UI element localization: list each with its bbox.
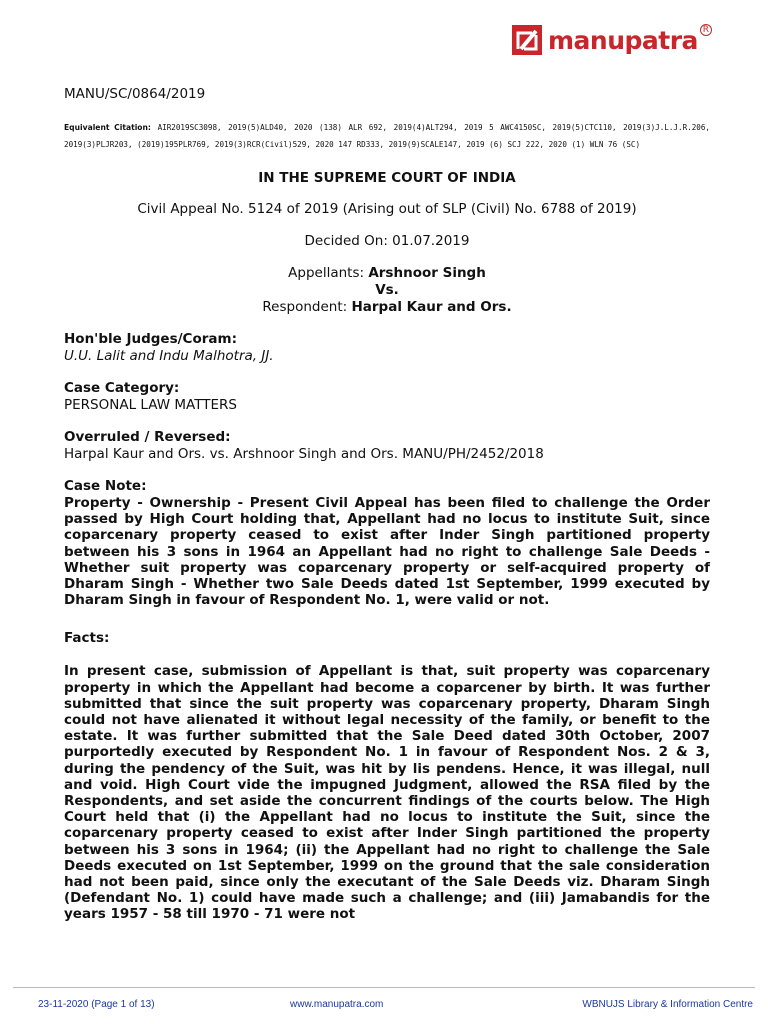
overruled-value: Harpal Kaur and Ors. vs. Arshnoor Singh and Ors. MANU/PH/2452/2018	[64, 446, 544, 462]
court-name: IN THE SUPREME COURT OF INDIA	[258, 170, 516, 186]
judges-names: U.U. Lalit and Indu Malhotra, JJ.	[64, 348, 274, 364]
manupatra-logo-text: manupatra	[548, 25, 698, 55]
appeal-number: Civil Appeal No. 5124 of 2019 (Arising out of SLP (Civil) No. 6788 of 2019)	[137, 201, 637, 217]
overruled-section	[64, 429, 710, 463]
footer-date-page: 23-11-2020 (Page 1 of 13)	[38, 999, 155, 1010]
footer-website-link[interactable]: www.manupatra.com	[290, 999, 384, 1010]
manu-citation-id: MANU/SC/0864/2019	[64, 86, 206, 102]
case-note-label: Case Note:	[64, 478, 147, 494]
footer-library: WBNUJS Library & Information Centre	[582, 999, 753, 1010]
equivalent-citation	[64, 119, 710, 153]
decided-date: Decided On: 01.07.2019	[304, 233, 470, 249]
category-value: PERSONAL LAW MATTERS	[64, 397, 237, 413]
document-body	[64, 86, 710, 923]
judges-label: Hon'ble Judges/Coram:	[64, 331, 237, 347]
appellants-line	[64, 265, 710, 282]
versus	[64, 282, 710, 299]
overruled-label: Overruled / Reversed:	[64, 429, 231, 445]
facts-label: Facts:	[64, 630, 110, 647]
versus-text: Vs.	[375, 282, 399, 298]
registered-mark: R	[700, 24, 712, 36]
page-footer	[13, 987, 755, 1010]
respondent-label: Respondent:	[262, 299, 348, 315]
facts-section	[64, 630, 710, 922]
appellants-name: Arshnoor Singh	[368, 265, 486, 281]
respondent-name: Harpal Kaur and Ors.	[351, 299, 512, 315]
appellants-label: Appellants:	[288, 265, 365, 281]
judges-section	[64, 331, 710, 365]
case-note-text: Property - Ownership - Present Civil Appeal has been filed to challenge the Order passed by High Court holding that, Appellant had no locus to institute Suit, since coparcenary property ceased to exist after Inder Singh partitioned property between his 3 sons in 1964 an Appellant had no right to challenge Sale Deeds - Whether suit property was coparcenary property or self-acquired property of Dharam Singh - Whether two Sale Deeds dated 1st September, 1999 executed by Dharam Singh in favour of Respondent No. 1, were valid or not.	[64, 495, 710, 609]
manupatra-logo	[512, 22, 710, 58]
case-note-section	[64, 478, 710, 608]
category-label: Case Category:	[64, 380, 180, 396]
respondent-line	[64, 299, 710, 316]
facts-text: In present case, submission of Appellant is that, suit property was coparcenary property in which the Appellant had become a coparcener by birth. It was further submitted that since the suit property was coparcenary property, Dharam Singh could not have alienated it without legal necessity of the family, or benefit to the estate. It was further submitted that the Sale Deed dated 30th October, 2007 purportedly executed by Respondent No. 1 in favour of Respondent Nos. 2 & 3, during the pendency of the Suit, was hit by lis pendens. Hence, it was illegal, null and void. High Court vide the impugned Judgment, allowed the RSA filed by the Respondents, and set aside the concurrent findings of the courts below. The High Court held that (i) the Appellant had no locus to institute the Suit, since the coparcenary property ceased to exist after Inder Singh partitioned the property between his 3 sons in 1964; (ii) the Appellant had no right to challenge the Sale Deeds executed on 1st September, 1999 on the ground that the sale consideration had not been paid, since only the executant of the Sale Deeds viz. Dharam Singh (Defendant No. 1) could have made such a challenge; and (iii) Jamabandis for the years 1957 - 58 till 1970 - 71 were not	[64, 663, 710, 923]
equivalent-citation-text: AIR2019SC3098, 2019(5)ALD40, 2020 (138) ALR 692, 2019(4)ALT294, 2019 5 AWC4150SC, 2019(5)CTC110, 2019(3)J.L.J.R.206, 2019(3)PLJR203, (2019)195PLR769, 2019(3)RCR(Civil)529, 2020 147 RD333, 2019(9)SCALE147, 2019 (6) SCJ 222, 2020 (1) WLN 76 (SC)	[64, 123, 711, 149]
manupatra-logo-icon	[512, 25, 542, 55]
equivalent-citation-label: Equivalent Citation:	[64, 123, 151, 132]
category-section	[64, 380, 710, 414]
